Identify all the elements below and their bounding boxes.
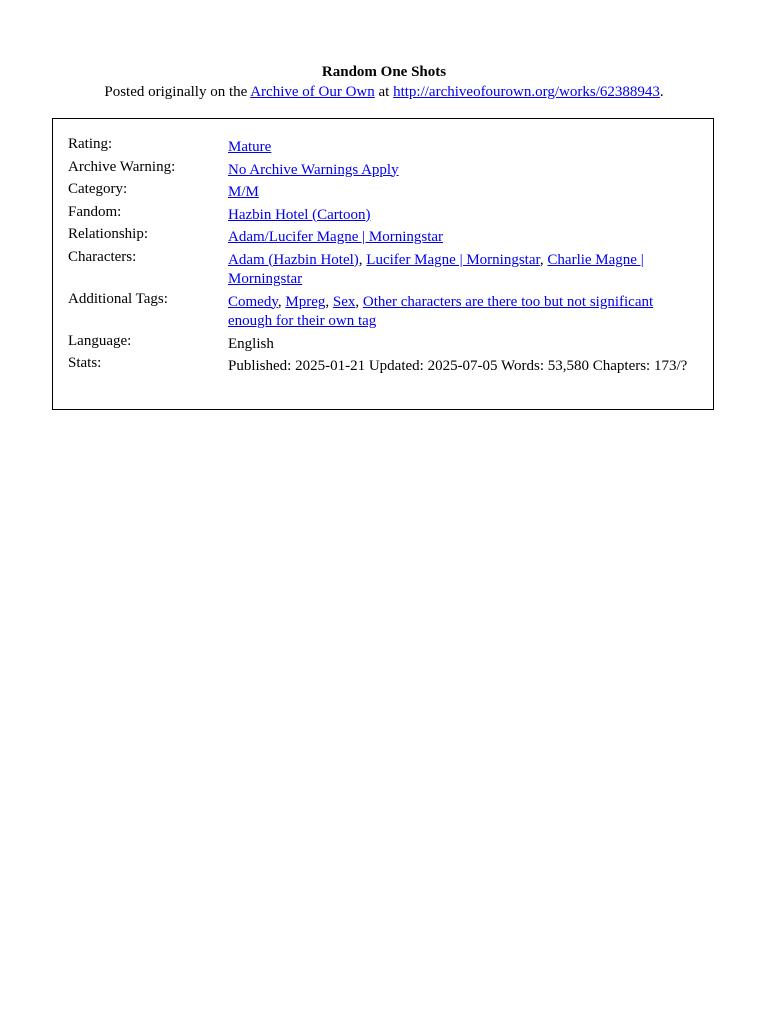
relationship-link[interactable]: Adam/Lucifer Magne | Morningstar [228,229,444,245]
relationship-row [68,225,698,248]
character-separator: , [358,251,367,268]
tags-row [68,290,698,332]
characters-row [68,248,698,290]
character-link[interactable]: Adam (Hazbin Hotel) [228,251,359,268]
warning-value [228,158,698,181]
posted-prefix: Posted originally on the [104,84,251,100]
tag-link[interactable]: Comedy [228,293,278,310]
fandom-row [68,203,698,226]
metadata-table [68,135,698,377]
tags-value [228,290,698,332]
tag-separator: , [325,293,333,310]
characters-label: Characters: [68,248,137,265]
characters-value [228,248,698,290]
archive-link[interactable]: Archive of Our Own [250,84,375,100]
rating-link[interactable]: Mature [228,139,272,155]
stats-row [68,354,698,377]
fandom-label: Fandom: [68,203,122,220]
character-link[interactable]: Charlie Magne | Morningstar [228,251,644,287]
category-value [228,180,698,203]
rating-value [228,135,698,158]
fandom-value [228,203,698,226]
language-value: English [228,335,274,352]
work-header [0,62,768,102]
category-label: Category: [68,181,128,197]
warning-row [68,158,698,181]
character-separator: , [539,251,548,268]
rating-row [68,135,698,158]
tag-link[interactable]: Mpreg [285,293,326,310]
tag-link[interactable]: Sex [332,293,356,310]
fandom-link[interactable]: Hazbin Hotel (Cartoon) [228,206,371,223]
relationship-value [228,225,698,248]
posted-middle: at [374,84,394,100]
posted-line [0,82,768,102]
stats-label: Stats: [68,355,102,371]
relationship-label: Relationship: [68,226,148,242]
tag-separator: , [277,293,286,310]
metadata-box [52,118,714,410]
tag-separator: , [355,293,363,310]
rating-label: Rating: [68,136,113,152]
language-label: Language: [68,332,132,349]
tags-label: Additional Tags: [68,290,168,307]
posted-suffix: . [659,84,664,100]
warning-link[interactable]: No Archive Warnings Apply [228,161,399,178]
work-url-link[interactable]: http://archiveofourown.org/works/62388943 [393,84,660,100]
character-link[interactable]: Lucifer Magne | Morningstar [366,251,540,268]
work-title: Random One Shots [321,64,447,80]
warning-label: Archive Warning: [68,158,176,175]
tag-link[interactable]: Other characters are there too but not significant enough for their own tag [228,293,654,329]
language-row [68,332,698,355]
stats-value: Published: 2025-01-21 Updated: 2025-07-05 Words: 53,580 Chapters: 173/? [228,358,688,374]
category-link[interactable]: M/M [228,184,259,200]
category-row [68,180,698,203]
